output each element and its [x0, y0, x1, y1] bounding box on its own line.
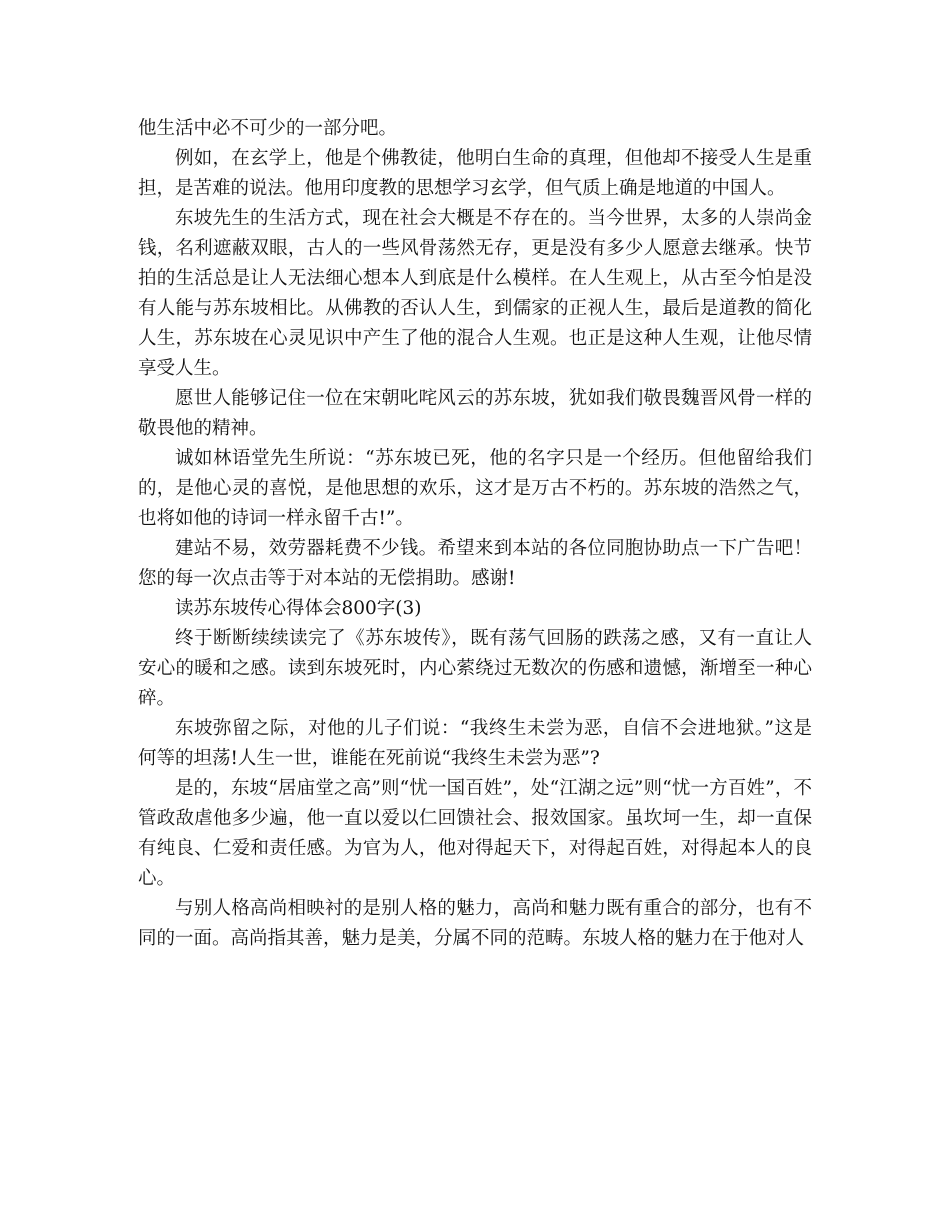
paragraph: 是的，东坡“居庙堂之高”则“忧一国百姓”，处“江湖之远”则“忧一方百姓”，不管政敌虐他多少遍，他一直以爱以仁回馈社会、报效国家。虽坎坷一生，却一直保有纯良、仁爱和责任感。为官为人，他对得起天下，对得起百姓，对得起本人的良心。 — [138, 778, 812, 889]
paragraph: 例如，在玄学上，他是个佛教徒，他明白生命的真理，但他却不接受人生是重担，是苦难的说法。他用印度教的思想学习玄学，但气质上确是地道的中国人。 — [138, 148, 812, 199]
paragraph: 建站不易，效劳器耗费不少钱。希望来到本站的各位同胞协助点一下广告吧！您的每一次点击等于对本站的无偿捐助。感谢! — [138, 538, 812, 589]
paragraph: 东坡弥留之际，对他的儿子们说：“我终生未尝为恶，自信不会进地狱。”这是何等的坦荡!人生一世，谁能在死前说“我终生未尝为恶”? — [138, 718, 812, 769]
paragraph: 与别人格高尚相映衬的是别人格的魅力，高尚和魅力既有重合的部分，也有不同的一面。高尚指其善，魅力是美，分属不同的范畴。东坡人格的魅力在于他对人 — [138, 898, 812, 949]
paragraph: 他生活中必不可少的一部分吧。 — [138, 118, 398, 139]
paragraph: 东坡先生的生活方式，现在社会大概是不存在的。当今世界，太多的人崇尚金钱，名利遮蔽双眼，古人的一些风骨荡然无存，更是没有多少人愿意去继承。快节拍的生活总是让人无法细心想本人到底是什么模样。在人生观上，从古至今怕是没有人能与苏东坡相比。从佛教的否认人生，到儒家的正视人生，最后是道教的简化人生，苏东坡在心灵见识中产生了他的混合人生观。也正是这种人生观，让他尽情享受人生。 — [138, 208, 812, 379]
paragraph: 终于断断续续读完了《苏东坡传》，既有荡气回肠的跌荡之感，又有一直让人安心的暖和之感。读到东坡死时，内心萦绕过无数次的伤感和遗憾，渐增至一种心碎。 — [138, 628, 812, 709]
paragraph: 愿世人能够记住一位在宋朝叱咤风云的苏东坡，犹如我们敬畏魏晋风骨一样的敬畏他的精神。 — [138, 388, 812, 439]
section-heading: 读苏东坡传心得体会800字(3) — [175, 598, 422, 619]
paragraph: 诚如林语堂先生所说：“苏东坡已死，他的名字只是一个经历。但他留给我们的，是他心灵的喜悦，是他思想的欢乐，这才是万古不朽的。苏东坡的浩然之气，也将如他的诗词一样永留千古!”。 — [138, 448, 812, 529]
document-body — [138, 114, 812, 954]
